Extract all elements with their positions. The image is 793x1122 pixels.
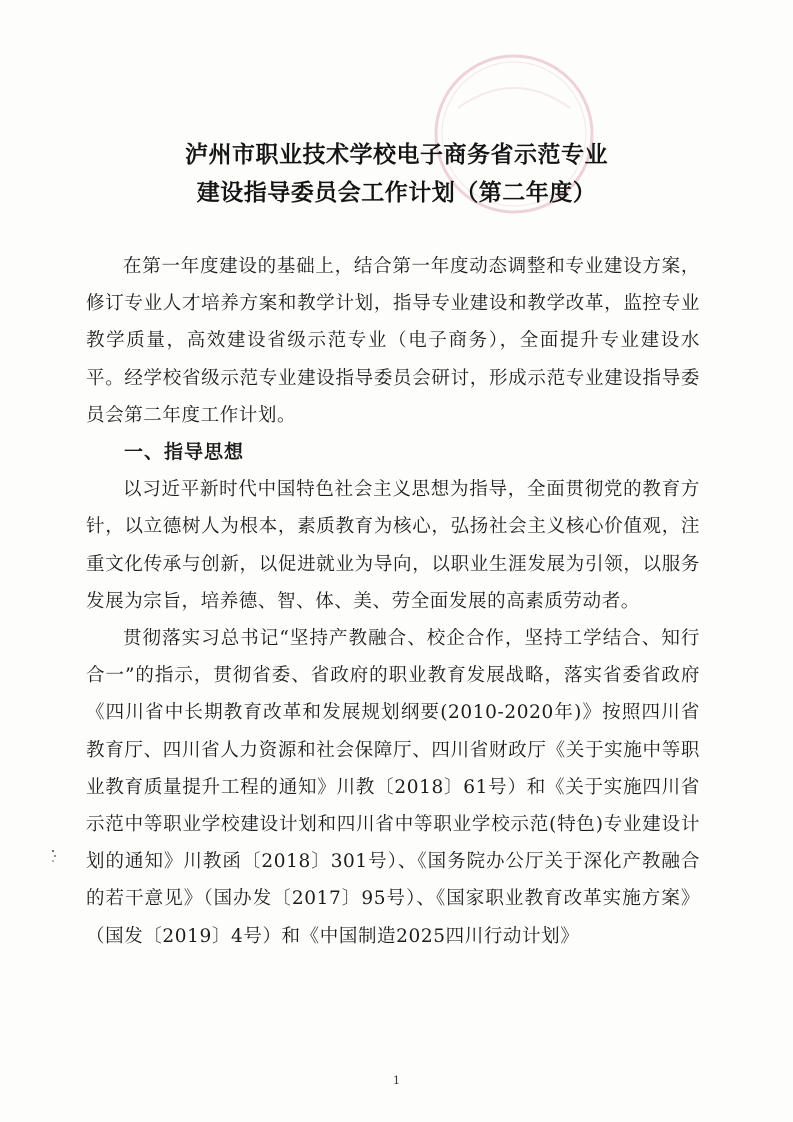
title-line-2: 建设指导委员会工作计划（第二年度） [196,179,597,206]
scan-speck-mark [50,848,58,864]
document-title [0,136,793,212]
intro-paragraph: 在第一年度建设的基础上，结合第一年度动态调整和专业建设方案，修订专业人才培养方案和教学计划，指导专业建设和教学改革，监控专业教学质量，高效建设省级示范专业（电子商务），全面提升专业建设水平。经学校省级示范专业建设指导委员会研讨，形成示范专业建设指导委员会第二年度工作计划。 [86,256,700,426]
guiding-ideology-paragraph-1: 以习近平新时代中国特色社会主义思想为指导，全面贯彻党的教育方针，以立德树人为根本，素质教育为核心，弘扬社会主义核心价值观，注重文化传承与创新，以促进就业为导向，以职业生涯发展为引领，以服务发展为宗旨，培养德、智、体、美、劳全面发展的高素质劳动者。 [86,479,700,612]
title-line-1: 泸州市职业技术学校电子商务省示范专业 [185,141,608,168]
page-number: 1 [393,1074,400,1087]
document-body [86,248,700,955]
section-heading-guiding-ideology: 一、指导思想 [124,441,245,464]
guiding-ideology-paragraph-2: 贯彻落实习总书记“坚持产教融合、校企合作，坚持工学结合、知行合一”的指示，贯彻省委、省政府的职业教育发展战略，落实省委省政府《四川省中长期教育改革和发展规划纲要(2010-2020年)》按照四川省教育厅、四川省人力资源和社会保障厅、四川省财政厅《关于实施中等职业教育质量提升工程的通知》川教〔2018〕61号）和《关于实施四川省示范中等职业学校建设计划和四川省中等职业学校示范(特色)专业建设计划的通知》川教函〔2018〕301号）、《国务院办公厅关于深化产教融合的若干意见》（国办发〔2017〕95号）、《国家职业教育改革实施方案》（国发〔2019〕4号）和《中国制造2025四川行动计划》 [86,628,700,947]
